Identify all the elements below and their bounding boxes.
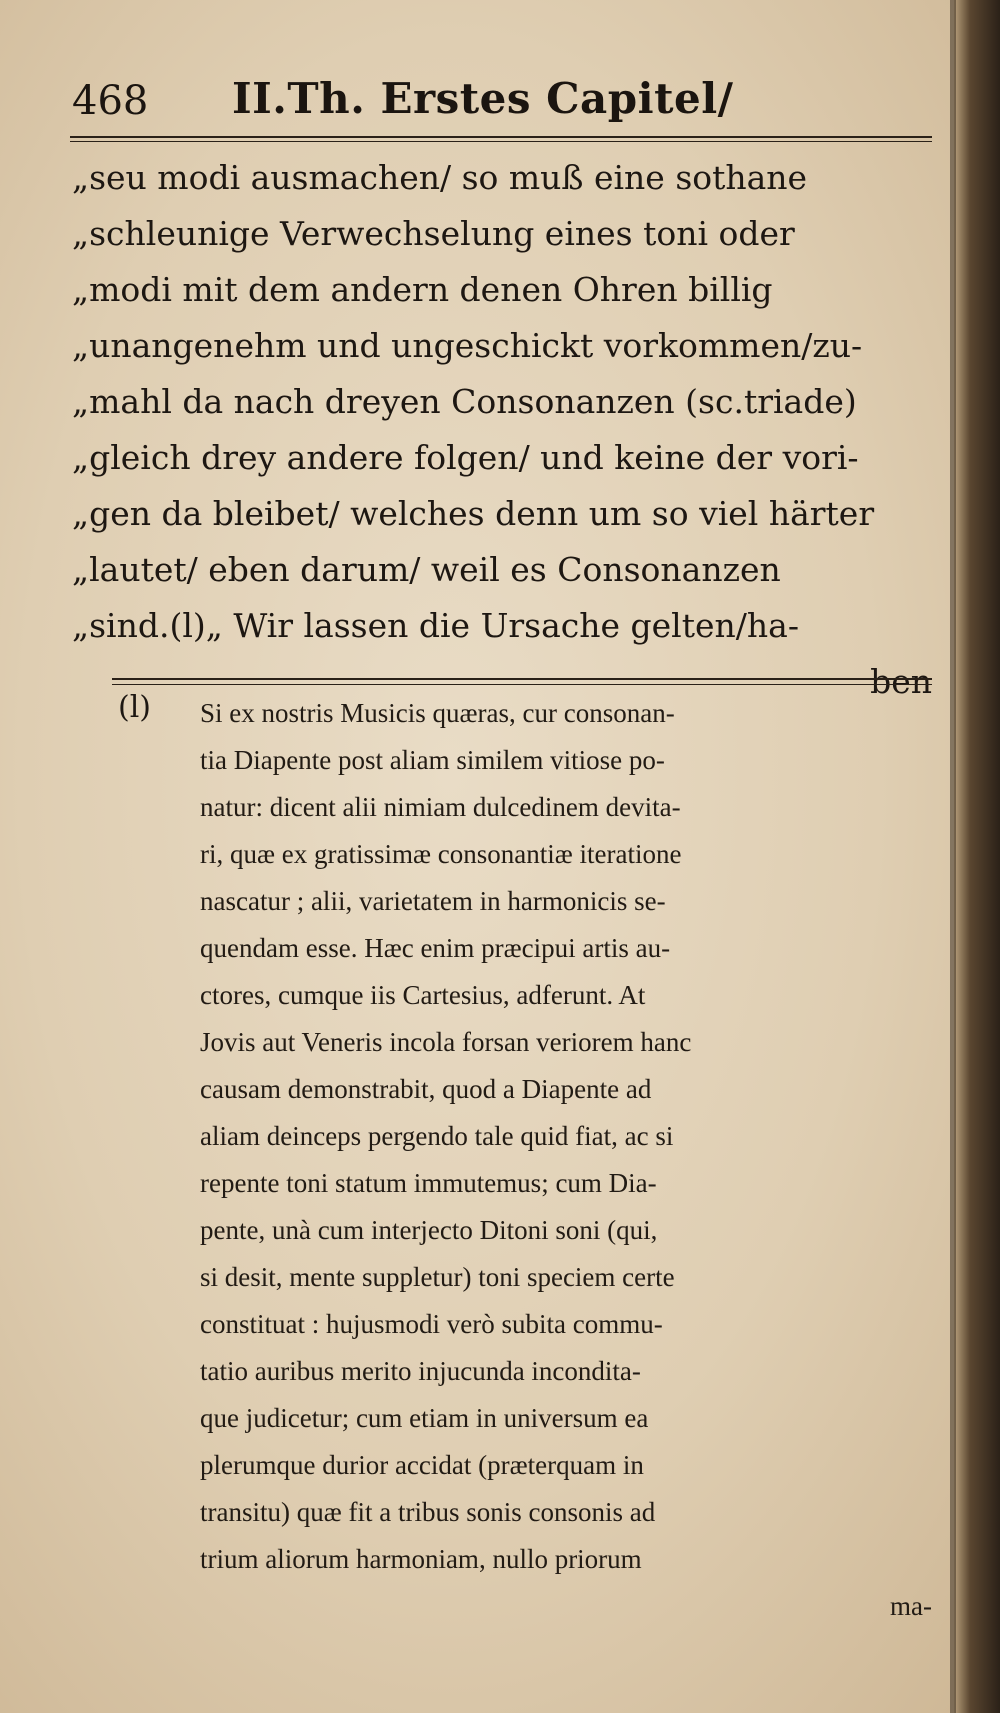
footnote-line: repente toni statum immutemus; cum Dia- bbox=[200, 1168, 657, 1198]
page-header bbox=[72, 70, 932, 140]
footnote-rule bbox=[112, 678, 932, 685]
text-line: „unangenehm und ungeschickt vorkommen/zu- bbox=[72, 326, 863, 365]
footnote-line: pente, unà cum interjecto Ditoni soni (qui, bbox=[200, 1215, 658, 1245]
text-line: „lautet/ eben darum/ weil es Consonanzen bbox=[72, 550, 781, 589]
footnote-line: trium aliorum harmoniam, nullo priorum bbox=[200, 1544, 642, 1574]
footnote-line: ctores, cumque iis Cartesius, adferunt. At bbox=[200, 980, 646, 1010]
footnote-line: si desit, mente suppletur) toni speciem certe bbox=[200, 1262, 675, 1292]
page-number: 468 bbox=[72, 78, 149, 124]
text-line: „sind.(l)„ Wir lassen die Ursache gelten/ha- bbox=[72, 606, 799, 645]
page-edge-shadow bbox=[950, 0, 956, 1713]
footnote-line: que judicetur; cum etiam in universum ea bbox=[200, 1403, 649, 1433]
footnote-line: quendam esse. Hæc enim præcipui artis au- bbox=[200, 933, 671, 963]
footnote-line: constituat : hujusmodi verò subita commu- bbox=[200, 1309, 663, 1339]
footnote-line: aliam deinceps pergendo tale quid fiat, ac si bbox=[200, 1121, 674, 1151]
footnote-line: plerumque durior accidat (præterquam in bbox=[200, 1450, 644, 1480]
text-line: „gen da bleibet/ welches denn um so viel härter bbox=[72, 494, 875, 533]
text-line: „modi mit dem andern denen Ohren billig bbox=[72, 270, 773, 309]
text-line: „mahl da nach dreyen Consonanzen (sc.triade) bbox=[72, 382, 857, 421]
footnote-label: (l) bbox=[118, 690, 152, 725]
catchword: ben bbox=[870, 662, 932, 701]
running-head: II.Th. Erstes Capitel/ bbox=[232, 74, 734, 123]
footnote-line: Si ex nostris Musicis quæras, cur consonan- bbox=[200, 698, 675, 728]
book-gutter bbox=[954, 0, 1000, 1713]
footnote-line: causam demonstrabit, quod a Diapente ad bbox=[200, 1074, 652, 1104]
header-rule bbox=[70, 136, 932, 142]
footnote-text bbox=[200, 690, 932, 1630]
footnote-line: Jovis aut Veneris incola forsan veriorem hanc bbox=[200, 1027, 692, 1057]
main-text bbox=[72, 150, 932, 710]
footnote-line: tatio auribus merito injucunda incondita- bbox=[200, 1356, 641, 1386]
footnote-line: tia Diapente post aliam similem vitiose po- bbox=[200, 745, 665, 775]
footnote-catchword: ma- bbox=[890, 1591, 932, 1621]
text-line: „schleunige Verwechselung eines toni oder bbox=[72, 214, 795, 253]
footnote-line: natur: dicent alii nimiam dulcedinem devita- bbox=[200, 792, 681, 822]
footnote-line: ri, quæ ex gratissimæ consonantiæ iteratione bbox=[200, 839, 682, 869]
text-line: „seu modi ausmachen/ so muß eine sothane bbox=[72, 158, 808, 197]
text-line: „gleich drey andere folgen/ und keine der vori- bbox=[72, 438, 859, 477]
footnote-line: transitu) quæ fit a tribus sonis consonis ad bbox=[200, 1497, 656, 1527]
footnote-line: nascatur ; alii, varietatem in harmonicis se- bbox=[200, 886, 666, 916]
